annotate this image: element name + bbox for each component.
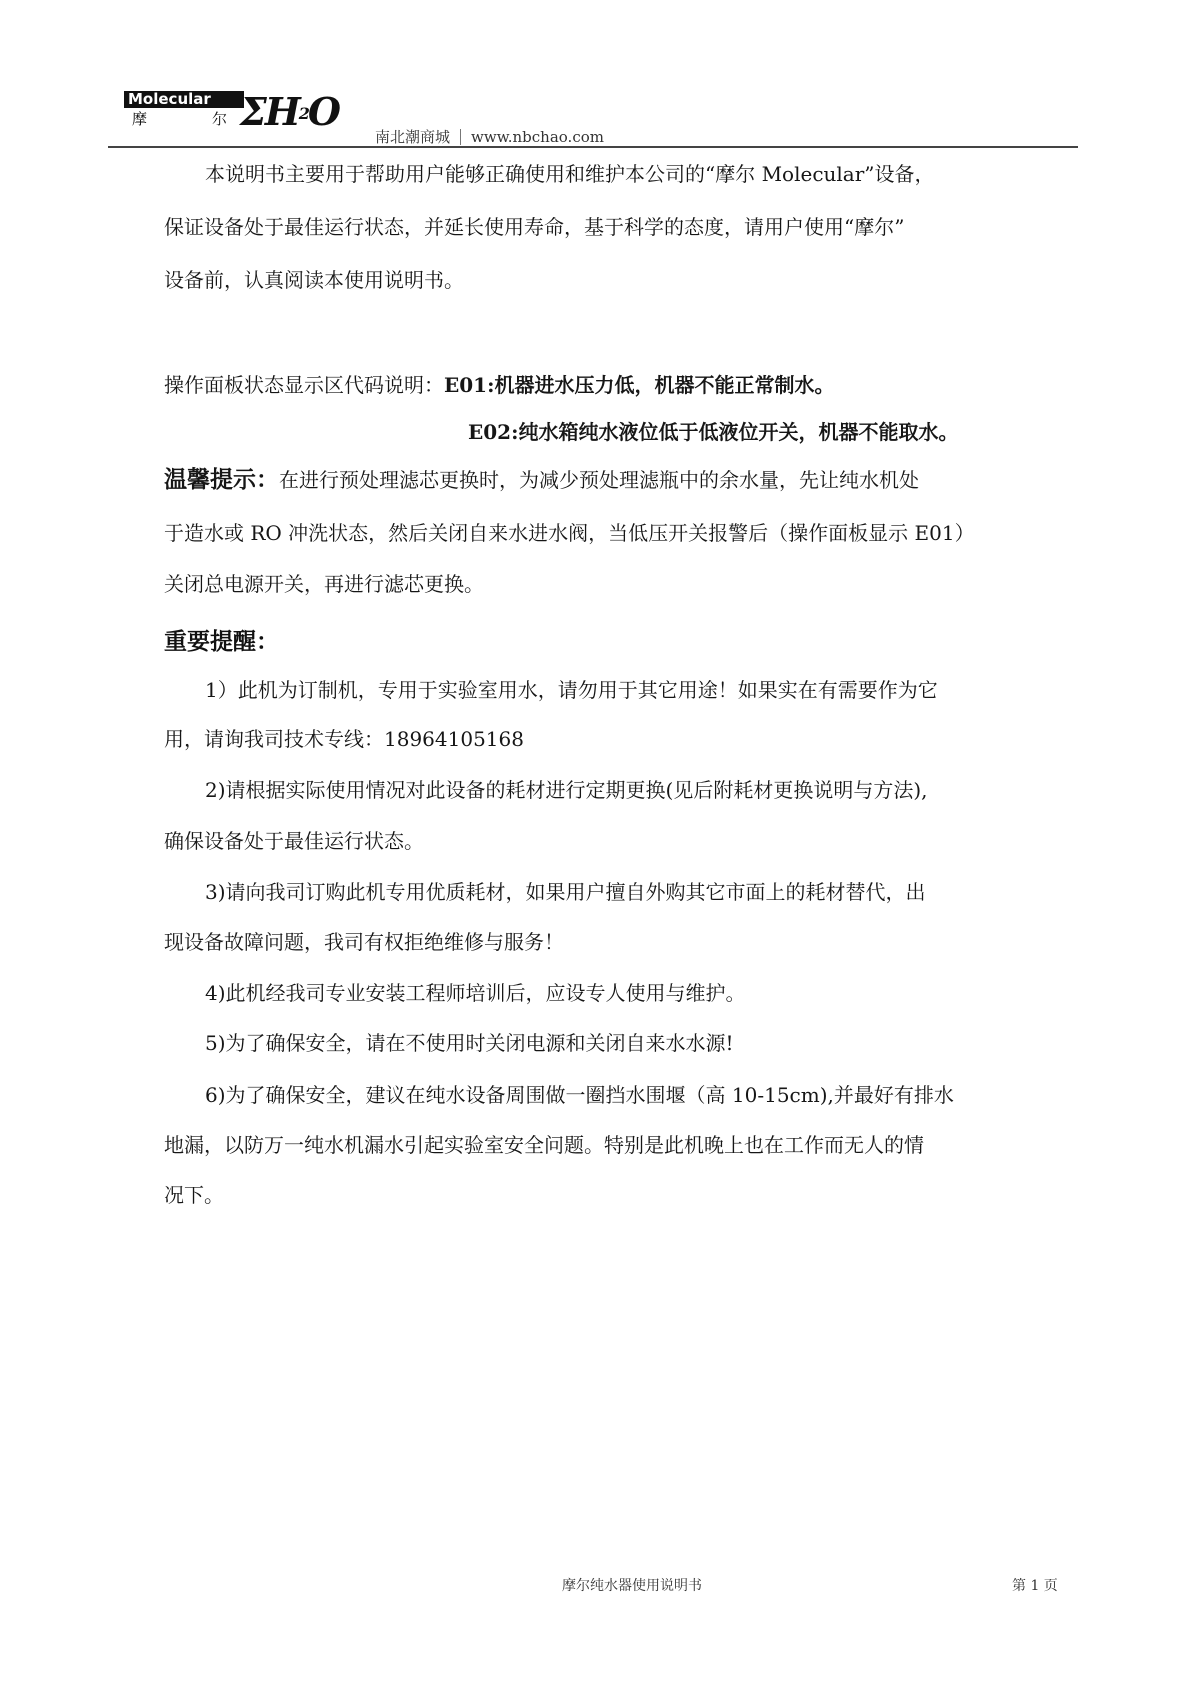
intro-line-1: 本说明书主要用于帮助用户能够正确使用和维护本公司的“摩尔 Molecular”设备， <box>205 162 935 186</box>
logo-brand-en: Molecular <box>124 91 244 108</box>
codes-label: 操作面板状态显示区代码说明： <box>164 373 444 397</box>
logo-brand-cn-1: 摩 <box>132 110 148 128</box>
intro-line-3: 设备前，认真阅读本使用说明书。 <box>164 268 464 292</box>
logo-sigma-h2o-mark <box>240 89 340 134</box>
tip-line-1 <box>164 468 919 492</box>
important-item-4: 4)此机经我司专业安装工程师培训后，应设专人使用与维护。 <box>205 981 746 1005</box>
footer-doc-title: 摩尔纯水器使用说明书 <box>562 1578 702 1594</box>
tip-title: 温馨提示： <box>164 466 279 493</box>
important-title: 重要提醒： <box>164 628 279 655</box>
header-site <box>375 126 604 147</box>
site-url[interactable]: www.nbchao.com <box>471 128 604 146</box>
important-item-3-line-1: 3)请向我司订购此机专用优质耗材，如果用户擅自外购其它市面上的耗材替代，出 <box>205 880 926 904</box>
logo-brand-cn-2: 尔 <box>212 110 228 128</box>
logo-subscript: 2 <box>298 104 308 123</box>
important-item-1-line-2: 用，请询我司技术专线：18964105168 <box>164 727 524 751</box>
tip-line-3: 关闭总电源开关，再进行滤芯更换。 <box>164 572 484 596</box>
header-divider <box>108 146 1078 148</box>
footer-page-number: 第 1 页 <box>1012 1578 1058 1594</box>
important-item-6-line-2: 地漏，以防万一纯水机漏水引起实验室安全问题。特别是此机晚上也在工作而无人的情 <box>164 1133 924 1157</box>
intro-line-2: 保证设备处于最佳运行状态，并延长使用寿命，基于科学的态度，请用户使用“摩尔” <box>164 215 905 239</box>
logo-sigma-text: ΣH <box>240 89 299 134</box>
important-item-6-line-1: 6)为了确保安全，建议在纯水设备周围做一圈挡水围堰（高 10-15cm),并最好有排水 <box>205 1083 954 1107</box>
header-separator <box>460 129 461 145</box>
important-item-2-line-2: 确保设备处于最佳运行状态。 <box>164 829 424 853</box>
tip-text-1: 在进行预处理滤芯更换时，为减少预处理滤瓶中的余水量，先让纯水机处 <box>279 468 919 492</box>
important-item-6-line-3: 况下。 <box>164 1183 224 1207</box>
code-e01: E01:机器进水压力低，机器不能正常制水。 <box>444 373 835 397</box>
site-name: 南北潮商城 <box>375 128 451 146</box>
tip-line-2: 于造水或 RO 冲洗状态，然后关闭自来水进水阀，当低压开关报警后（操作面板显示 E01） <box>164 521 975 545</box>
important-item-2-line-1: 2)请根据实际使用情况对此设备的耗材进行定期更换(见后附耗材更换说明与方法), <box>205 778 928 802</box>
logo-o-text: O <box>307 89 340 134</box>
code-e02: E02:纯水箱纯水液位低于低液位开关，机器不能取水。 <box>468 420 959 444</box>
codes-line-e01 <box>164 373 834 397</box>
important-item-1-line-1: 1）此机为订制机，专用于实验室用水，请勿用于其它用途！如果实在有需要作为它 <box>205 678 938 702</box>
important-item-5: 5)为了确保安全，请在不使用时关闭电源和关闭自来水水源! <box>205 1031 734 1055</box>
important-item-3-line-2: 现设备故障问题，我司有权拒绝维修与服务！ <box>164 930 564 954</box>
